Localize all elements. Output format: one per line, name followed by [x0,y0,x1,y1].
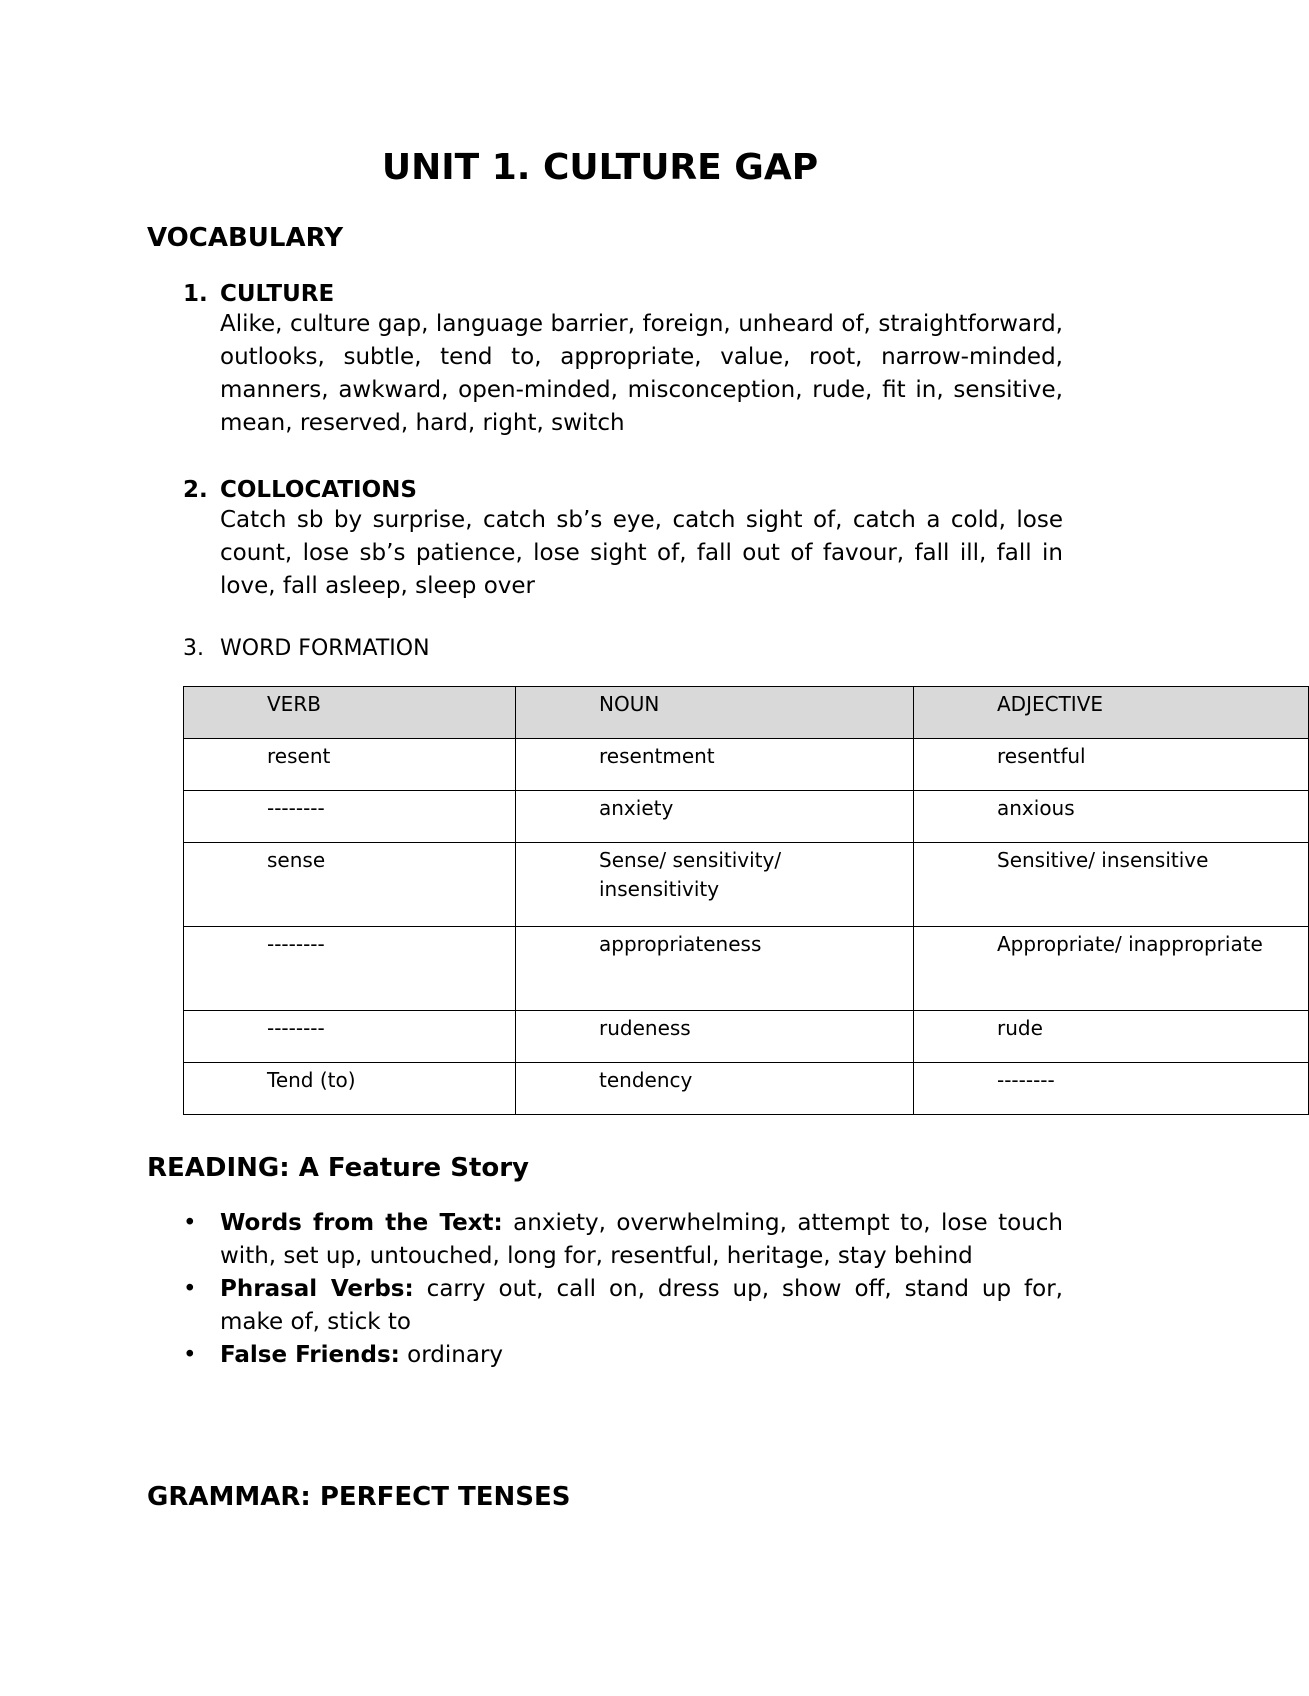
section-title: CULTURE [220,281,335,307]
table-row [184,791,1309,843]
table-cell: sense [184,843,516,927]
list-item [147,1273,1063,1339]
section-culture-heading [183,279,334,309]
table-cell: -------- [184,1011,516,1063]
reading-bullet-list [147,1207,1063,1372]
bullet-icon: • [183,1276,197,1302]
table-cell: anxiety [516,791,914,843]
table-row [184,927,1309,1011]
table-cell: tendency [516,1063,914,1115]
bullet-icon: • [183,1342,197,1368]
word-formation-table [183,686,1309,1115]
table-row [184,843,1309,927]
section-title: WORD FORMATION [220,636,430,661]
table-cell: Appropriate/ inappropriate [914,927,1309,1011]
collocations-list: Catch sb by surprise, catch sb’s eye, catch sight of, catch a cold, lose count, lose sb’s patience, lose sight of, fall out of favour, fall ill, fall in love, fall asleep, sleep over [220,507,1063,599]
item-text: ordinary [399,1342,504,1368]
item-text: anxiety, overwhelming, attempt to, lose touch with, set up, untouched, long for, resentful, heritage, stay behind [220,1210,1063,1269]
section-number: 1. [183,281,208,307]
list-item [147,1207,1063,1273]
table-cell: resentment [516,739,914,791]
section-number: 3. [183,636,204,661]
section-number: 2. [183,477,208,503]
table-cell: rude [914,1011,1309,1063]
table-cell: -------- [914,1063,1309,1115]
table-cell: resentful [914,739,1309,791]
table-cell: anxious [914,791,1309,843]
item-label: Phrasal Verbs: [220,1276,414,1302]
section-word-formation-heading [183,634,430,664]
section-title: COLLOCATIONS [220,477,417,503]
table-cell: rudeness [516,1011,914,1063]
list-item [147,1339,1063,1372]
table-row [184,1063,1309,1115]
page-title: UNIT 1. CULTURE GAP [381,147,819,188]
section-collocations-heading [183,475,417,505]
table-header-cell: NOUN [516,687,914,739]
culture-word-list: Alike, culture gap, language barrier, foreign, unheard of, straightforward, outlooks, subtle, tend to, appropriate, value, root, narrow-minded, manners, awkward, open-minded, misconception, rude, fit in, sensitive, mean, reserved, hard, right, switch [220,311,1063,436]
item-text: carry out, call on, dress up, show off, stand up for, make of, stick to [220,1276,1063,1335]
bullet-icon: • [183,1210,197,1236]
item-label: Words from the Text: [220,1210,503,1236]
grammar-heading: GRAMMAR: PERFECT TENSES [147,1482,571,1512]
table-header-cell: ADJECTIVE [914,687,1309,739]
table-cell: -------- [184,927,516,1011]
table-cell: -------- [184,791,516,843]
table-cell: Sensitive/ insensitive [914,843,1309,927]
table-cell: Tend (to) [184,1063,516,1115]
table-header-cell: VERB [184,687,516,739]
table-row [184,1011,1309,1063]
vocabulary-heading: VOCABULARY [147,223,344,253]
item-label: False Friends: [220,1342,400,1368]
reading-heading: READING: A Feature Story [147,1153,530,1183]
table-cell: appropriateness [516,927,914,1011]
table-cell: Sense/ sensitivity/ insensitivity [516,843,914,927]
table-header-row [184,687,1309,739]
table-cell: resent [184,739,516,791]
table-row [184,739,1309,791]
